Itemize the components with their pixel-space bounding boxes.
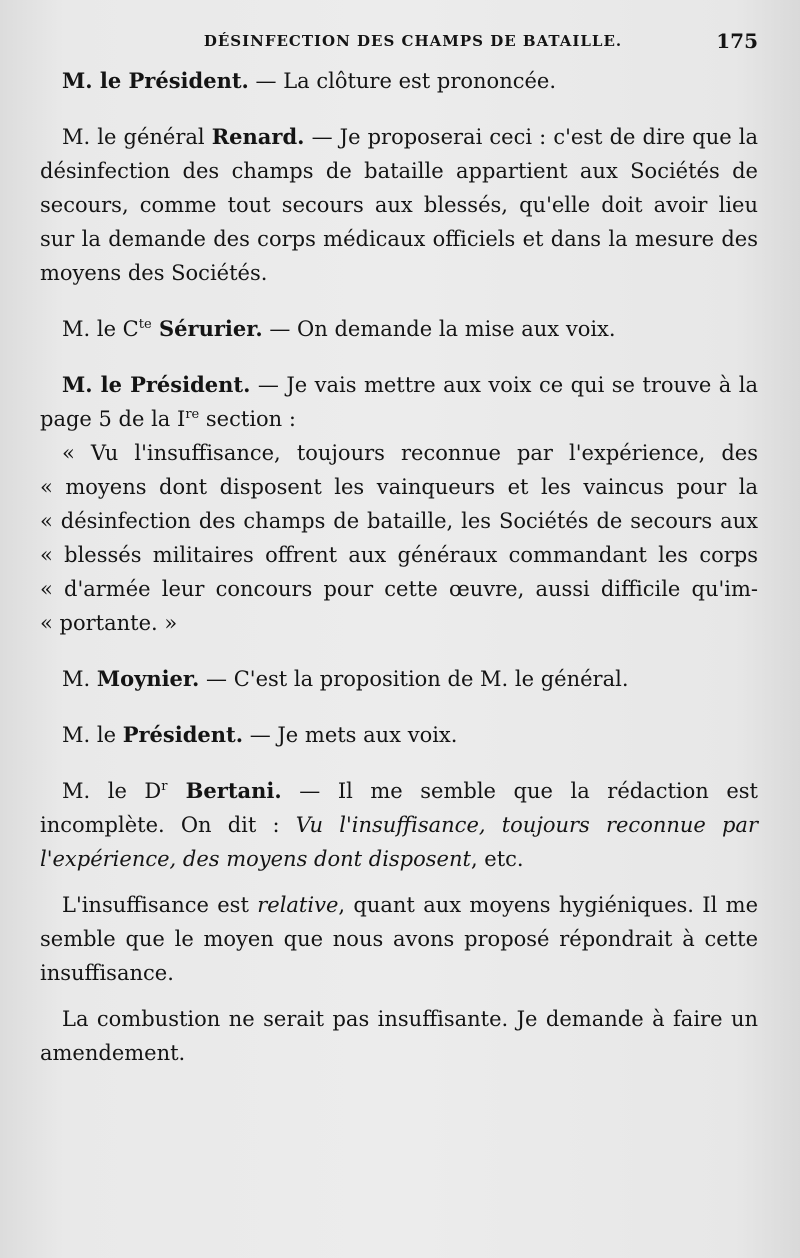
paragraph-president-mets (40, 718, 758, 752)
quote-line: « d'armée leur concours pour cette œuvre, aussi difficile qu'im- (40, 577, 758, 601)
speaker-name: Sérurier. (151, 316, 263, 341)
paragraph-bertani (40, 774, 758, 876)
speech-text-end: section : (199, 407, 296, 431)
speech-text-end: , etc. (470, 847, 524, 871)
speaker-title: M. le C (62, 317, 139, 341)
paragraph-cloture (40, 64, 758, 98)
paragraph-serurier (40, 312, 758, 346)
quoted-proposal (40, 436, 758, 640)
speech-text: — La clôture est prononcée. (248, 69, 557, 93)
speaker-name: Président. (122, 722, 244, 747)
quote-line: « portante. » (40, 611, 178, 635)
speaker-name: Renard. (211, 124, 305, 149)
speech-text: — Je proposerai ceci : c'est de dire que la désinfection des champs de bataille appartient aux Sociétés de secours, comme tout secours aux blessés, qu'elle doit avoir lieu sur la demande des corps médicaux officiels et dans la mesure des moyens des Sociétés. (40, 125, 758, 285)
paragraph-moynier (40, 662, 758, 696)
speech-text: — Je vais mettre aux voix ce qui se trouve à la page 5 de la I (40, 373, 758, 431)
running-head: DÉSINFECTION DES CHAMPS DE BATAILLE. (203, 32, 623, 50)
emphasis-italic: relative (257, 893, 339, 917)
speaker-name: M. le Président. (62, 68, 249, 93)
section-sup: re (185, 407, 200, 422)
speaker-title-sup: te (138, 317, 152, 332)
speaker-title: M. (62, 667, 97, 691)
quote-line: « moyens dont disposent les vainqueurs et les vaincus pour la (40, 475, 758, 499)
speech-text: L'insuffisance est (62, 893, 258, 917)
speaker-name: Bertani. (167, 778, 282, 803)
speaker-name: Moynier. (96, 666, 200, 691)
quote-line: « blessés militaires offrent aux généraux commandant les corps (40, 543, 758, 567)
paragraph-renard (40, 120, 758, 290)
speaker-title: M. le (62, 723, 123, 747)
speech-text-end: , quant aux moyens hygiéniques. Il me semble que le moyen que nous avons proposé répondrait à cette insuffisance. (40, 893, 758, 985)
quote-line: « Vu l'insuffisance, toujours reconnue par l'expérience, des (62, 441, 758, 465)
speaker-title-sup: r (161, 779, 168, 794)
page-header (40, 29, 758, 62)
speaker-title: M. le D (62, 779, 162, 803)
speech-text: — Je mets aux voix. (243, 723, 458, 747)
paragraph-president-vote (40, 368, 758, 436)
quoted-italic: Vu l'insuffisance, toujours reconnue par l'expérience, des moyens dont disposent (40, 813, 758, 871)
page-body (40, 64, 758, 1070)
speech-text: La combustion ne serait pas insuffisante. Je demande à faire un amendement. (40, 1007, 758, 1065)
paragraph-insuffisance (40, 888, 758, 990)
paragraph-combustion (40, 1002, 758, 1070)
page-number: 175 (716, 29, 758, 53)
speaker-title: M. le général (62, 125, 212, 149)
speech-text: — Il me semble que la rédaction est incomplète. On dit : (40, 779, 758, 837)
speech-text: — C'est la proposition de M. le général. (199, 667, 629, 691)
speaker-name: M. le Président. (62, 372, 251, 397)
speech-text: — On demande la mise aux voix. (262, 317, 616, 341)
quote-line: « désinfection des champs de bataille, les Sociétés de secours aux (40, 509, 758, 533)
